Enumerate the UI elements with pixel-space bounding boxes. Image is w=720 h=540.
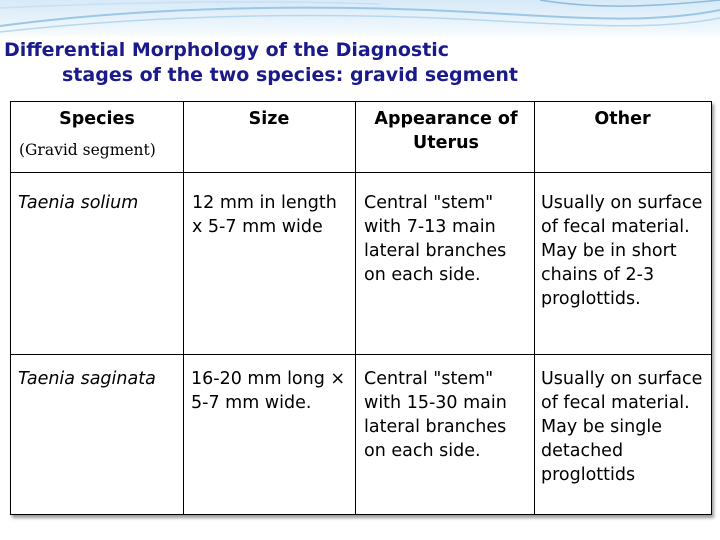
- title-line-2: stages of the two species: gravid segment: [62, 64, 518, 86]
- header-other: Other: [594, 109, 651, 129]
- column-divider: [534, 102, 535, 514]
- decorative-swirl: [0, 0, 720, 40]
- header-banner: [0, 0, 720, 40]
- row-divider: [11, 172, 711, 173]
- slide-title: [4, 38, 714, 88]
- row2-species: Taenia saginata: [18, 369, 156, 389]
- row-divider: [11, 354, 711, 355]
- header-size: Size: [248, 109, 290, 129]
- column-divider: [355, 102, 356, 514]
- row2-other: Usually on surface of fecal material. May be single detached proglottids: [541, 369, 703, 485]
- header-species-subtitle: (Gravid segment): [19, 141, 156, 159]
- title-line-1: Differential Morphology of the Diagnostic: [4, 39, 450, 61]
- row1-other: Usually on surface of fecal material. May be in short chains of 2-3 proglottids.: [541, 193, 703, 309]
- column-divider: [183, 102, 184, 514]
- row1-size: 12 mm in length x 5-7 mm wide: [192, 193, 337, 237]
- row1-uterus: Central "stem" with 7-13 main lateral branches on each side.: [364, 193, 507, 285]
- row1-species: Taenia solium: [18, 193, 139, 213]
- comparison-table: [10, 101, 712, 515]
- header-species: Species: [59, 109, 135, 129]
- row2-uterus: Central "stem" with 15-30 main lateral branches on each side.: [364, 369, 507, 461]
- row2-size: 16-20 mm long × 5-7 mm wide.: [191, 369, 346, 413]
- header-uterus: Appearance of Uterus: [374, 109, 518, 153]
